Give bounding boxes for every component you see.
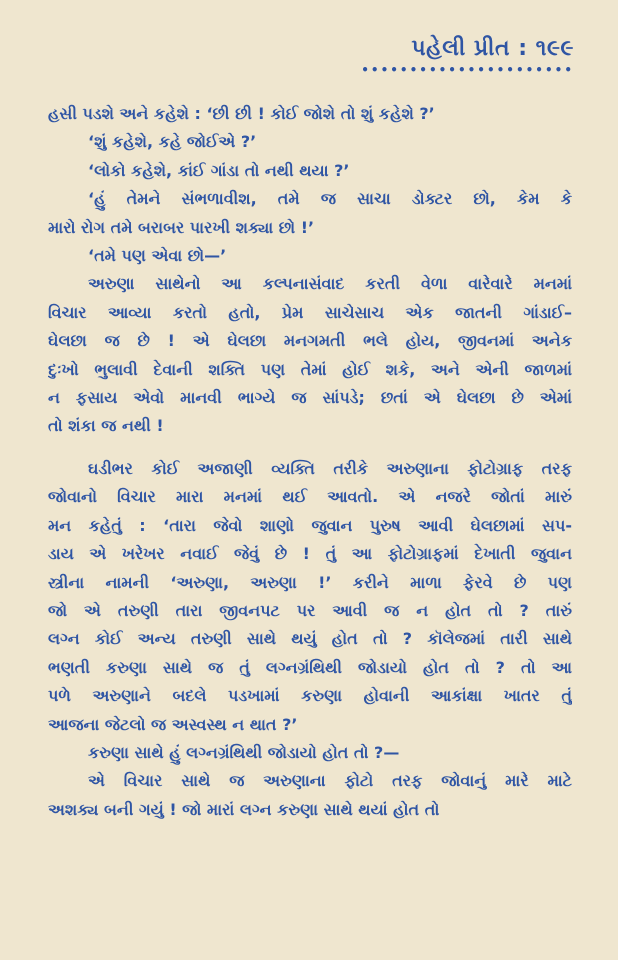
paragraph [48, 767, 572, 824]
text-line: ‘લોકો કહેશે, કાંઈ ગાંડા તો નથી થયા ?’ [88, 160, 350, 180]
text-line: દુઃખો ભુલાવી દેવાની શક્તિ પણ તેમાં હોઈ શકે, અને એની જાળમાં [48, 359, 572, 379]
text-line: આજના જેટલો જ અસ્વસ્થ ન થાત ?’ [48, 714, 298, 734]
text-line: ઘેલછા જ છે ! એ ઘેલછા મનગમતી ભલે હોય, જીવનમાં અનેક [48, 331, 572, 351]
text-line: મારો રોગ તમે બરાબર પારખી શક્યા છો !’ [48, 217, 315, 237]
text-line: અરુણા સાથેનો આ કલ્પનાસંવાદ કરતી વેળા વારેવારે મનમાં [88, 274, 572, 294]
text-line: ભણતી કરુણા સાથે જ તું લગ્નગ્રંથિથી જોડાયો હોત તો ? તો આ [48, 657, 572, 677]
text-line: જોવાનો વિચાર મારા મનમાં થઈ આવતો. એ નજરે જોતાં મારું [48, 487, 572, 507]
text-line: તો શંકા જ નથી ! [48, 416, 164, 436]
paragraph [48, 100, 572, 128]
text-line: લગ્ન કોઈ અન્ય તરુણી સાથે થયું હોત તો ? કૉલેજમાં તારી સાથે [48, 629, 572, 649]
page-body [48, 100, 572, 824]
text-line: મન કહેતું : ‘તારા જેવો શાણો જુવાન પુરુષ આવી ઘેલછામાં સપ- [48, 515, 572, 535]
text-line: ન ફસાય એવો માનવી ભાગ્યે જ સાંપડે; છતાં એ ઘેલછા છે એમાં [48, 388, 572, 408]
text-line: ‘હું તેમને સંભળાવીશ, તમે જ સાચા ડોક્ટર છો, કેમ કે [88, 189, 572, 209]
text-line: વિચાર આવ્યા કરતો હતો, પ્રેમ સાચેસાચ એક જાતની ગાંડાઈ– [48, 302, 572, 322]
text-line: ‘શું કહેશે, કહે જોઈએ ?’ [88, 132, 257, 152]
header-dotted-rule: •••••••••••••••••••••• [361, 63, 574, 77]
paragraph [48, 455, 572, 739]
paragraph-gap [48, 441, 572, 455]
text-line: ઘડીભર કોઈ અજાણી વ્યક્તિ તરીકે અરુણાના ફોટોગ્રાફ તરફ [88, 458, 572, 478]
paragraph [48, 739, 572, 767]
text-line: ડાય એ ખરેખર નવાઈ જેવું છે ! તું આ ફોટોગ્રાફમાં દેખાતી જુવાન [48, 544, 572, 564]
text-line: અશક્ય બની ગયું ! જો મારાં લગ્ન કરુણા સાથે થયાં હોત તો [48, 799, 440, 819]
running-head: પહેલી પ્રીત : ૧૯૯ [411, 36, 574, 61]
text-line: એ વિચાર સાથે જ અરુણાના ફોટો તરફ જોવાનું મારે માટે [88, 771, 572, 791]
page-header [361, 36, 574, 77]
paragraph [48, 185, 572, 242]
text-line: જો એ તરુણી તારા જીવનપટ પર આવી જ ન હોત તો ? તારું [48, 600, 572, 620]
paragraph [48, 128, 572, 156]
text-line: કરુણા સાથે હું લગ્નગ્રંથિથી જોડાયો હોત તો ?— [88, 742, 400, 762]
text-line: સ્ત્રીના નામની ‘અરુણા, અરુણા !’ કરીને માળા ફેરવે છે પણ [48, 572, 572, 592]
paragraph [48, 157, 572, 185]
paragraph [48, 270, 572, 440]
paragraph [48, 242, 572, 270]
text-line: ‘તમે પણ એવા છો—’ [88, 246, 227, 266]
text-line: હસી પડશે અને કહેશે : ‘છી છી ! કોઈ જોશે તો શું કહેશે ?’ [48, 104, 435, 123]
text-line: પળે અરુણાને બદલે પડખામાં કરુણા હોવાની આકાંક્ષા ખાતર તું [48, 686, 572, 706]
